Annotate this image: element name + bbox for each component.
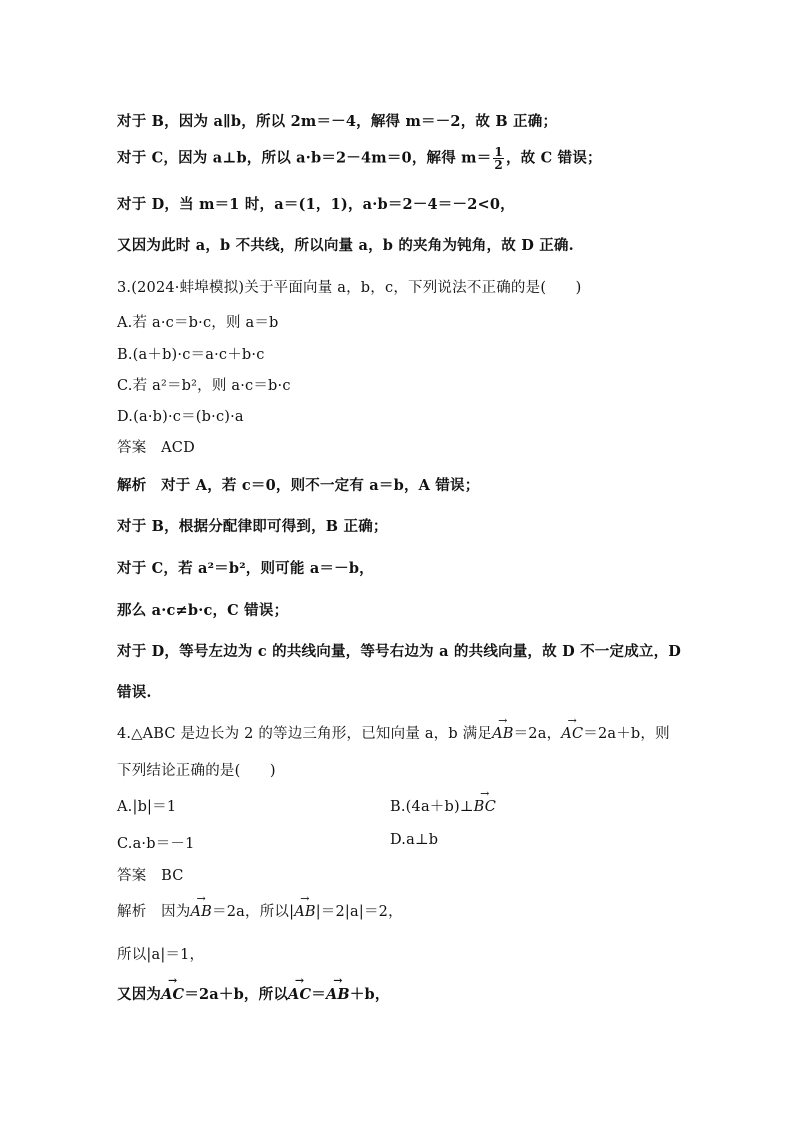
option-d: D.(a·b)·c＝(b·c)·a [117,409,244,425]
text-segment: 解析 因为 [117,904,191,920]
text-segment: |＝2|a|＝2， [315,904,403,920]
option-c: C.若 a²＝b²，则 a·c＝b·c [117,378,291,394]
explanation-line: 对于 D，等号左边为 c 的共线向量，等号右边为 a 的共线向量，故 D 不一定成立，D [117,643,682,660]
text-segment: ＝ [311,986,326,1003]
question-4-stem-cont: 下列结论正确的是( ) [117,763,276,779]
explanation-line: 对于 B，根据分配律即可得到，B 正确； [117,518,388,535]
explanation-line: 对于 C，若 a²＝b²，则可能 a＝－b， [117,560,374,577]
fraction-numerator: 1 [494,145,503,159]
fraction-denominator: 2 [494,158,503,172]
answer-line: 答案 BC [117,868,184,884]
text-segment: ，故 C 错误； [505,149,602,167]
explanation-line: 那么 a·c≠b·c，C 错误； [117,602,289,619]
option-b [390,795,496,816]
text-segment: ＝2a， [513,726,562,742]
text-segment: B.(4a＋b)⊥ [390,799,474,815]
option-d: D.a⊥b [390,832,439,848]
vector-ac: → AC [161,986,184,1003]
question-3-stem: 3.(2024·蚌埠模拟)关于平面向量 a，b，c，下列说法不正确的是( ) [117,280,582,296]
text-line: 又因为此时 a，b 不共线，所以向量 a，b 的夹角为钝角，故 D 正确. [117,237,574,254]
question-4-stem [117,722,670,743]
vector-ab: → AB [294,904,316,920]
explanation-line [117,900,403,921]
text-segment: 4.△ABC 是边长为 2 的等边三角形，已知向量 a，b 满足 [117,726,493,742]
explanation-line [117,983,390,1004]
answer-line: 答案 ACD [117,440,195,456]
option-a: A.|b|＝1 [117,799,177,815]
vector-ab: → AB [191,904,213,920]
explanation-line: 错误. [117,684,152,701]
text-segment: 又因为 [117,986,162,1003]
vector-ac: → AC [288,986,311,1003]
option-b: B.(a＋b)·c＝a·c＋b·c [117,347,265,363]
explanation-line: 解析 对于 A，若 c＝0，则不一定有 a＝b，A 错误； [117,477,480,494]
vector-ab: → AB [326,986,350,1003]
text-segment: ＝2a，所以| [212,904,295,920]
option-a: A.若 a·c＝b·c，则 a＝b [117,315,279,331]
text-segment: 对于 C，因为 a⊥b，所以 a·b＝2－4m＝0，解得 m＝ [117,149,492,167]
vector-ac: → AC [561,726,583,742]
text-segment: ＝2a＋b，所以 [184,986,289,1003]
text-segment: ＝2a＋b，则 [583,726,670,742]
text-line: 对于 D，当 m＝1 时，a＝(1，1)，a·b＝2－4＝－2<0， [117,196,515,213]
fraction [493,146,504,171]
text-line: 对于 B，因为 a∥b，所以 2m＝－4，解得 m＝－2，故 B 正确； [117,113,558,130]
vector-ab: → AB [492,726,514,742]
explanation-line: 所以|a|＝1， [117,947,205,963]
option-c: C.a·b＝－1 [117,836,195,852]
text-line [117,146,602,171]
vector-bc: → BC [474,799,496,815]
text-segment: ＋b， [349,986,390,1003]
